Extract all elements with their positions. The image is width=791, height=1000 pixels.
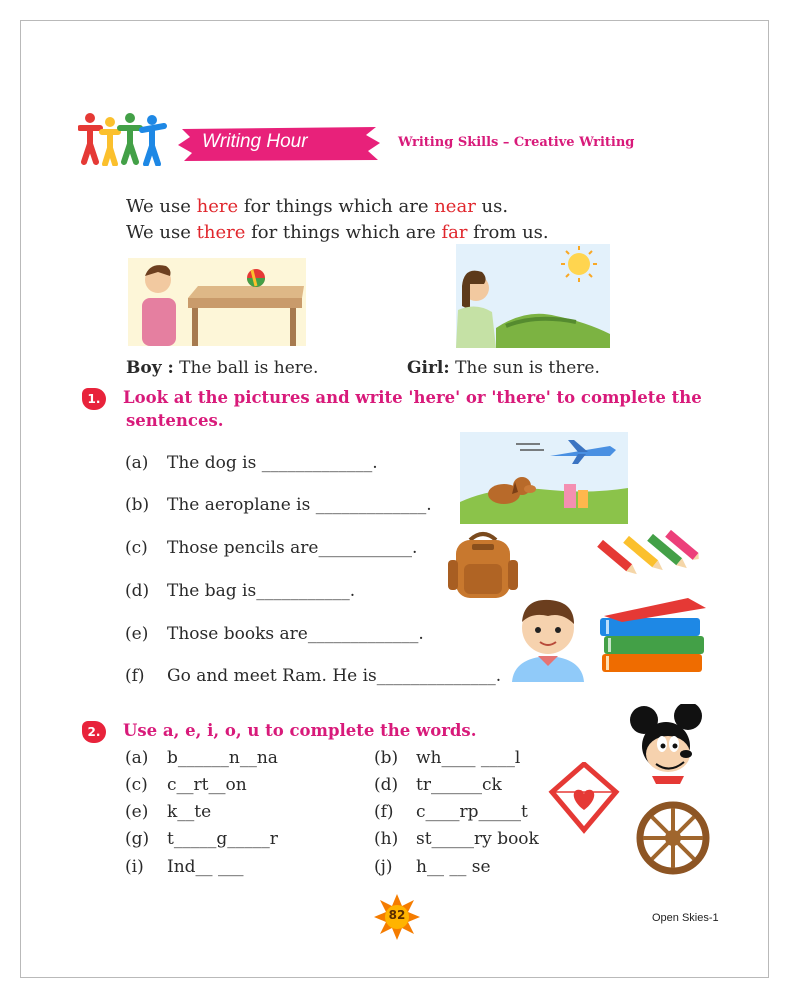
q1-item-text: Go and meet Ram. He is______________. bbox=[167, 666, 502, 686]
q1-item-c: (c) Those pencils are___________. bbox=[125, 538, 418, 558]
intro-line-here: We use here for things which are near us. bbox=[126, 196, 509, 217]
q2-item-f: (f) c____rp_____t bbox=[374, 802, 528, 822]
question-1-title: Look at the pictures and write 'here' or 'there' to complete the sentences. bbox=[123, 388, 702, 430]
q2-word: h__ __ se bbox=[416, 857, 491, 877]
q2-item-h: (h) st_____ry book bbox=[374, 829, 539, 849]
q1-item-a: (a) The dog is _____________. bbox=[125, 453, 378, 473]
q1-item-e: (e) Those books are_____________. bbox=[125, 624, 424, 644]
kite-illustration bbox=[548, 762, 620, 834]
q2-word: b______n__na bbox=[167, 748, 278, 768]
q1-item-f: (f) Go and meet Ram. He is______________. bbox=[125, 666, 502, 686]
mickey-illustration bbox=[626, 704, 710, 784]
intro-line-there: We use there for things which are far from us. bbox=[126, 222, 549, 243]
q2-item-e: (e) k__te bbox=[125, 802, 212, 822]
q1-item-d: (d) The bag is___________. bbox=[125, 581, 356, 601]
q2-item-g: (g) t_____g_____r bbox=[125, 829, 278, 849]
writing-hour-banner bbox=[176, 125, 382, 163]
q2-item-a: (a) b______n__na bbox=[125, 748, 278, 768]
q2-word: tr______ck bbox=[416, 775, 502, 795]
girl-sun-illustration bbox=[436, 244, 610, 348]
ram-boy-illustration bbox=[508, 592, 588, 682]
girl-caption: Girl: The sun is there. bbox=[407, 358, 600, 378]
page-number-star bbox=[374, 894, 420, 940]
question-2-badge: 2. bbox=[82, 721, 106, 743]
q2-word: c____rp_____t bbox=[416, 802, 528, 822]
q1-item-b: (b) The aeroplane is _____________. bbox=[125, 495, 432, 515]
q1-item-text: The aeroplane is _____________. bbox=[167, 495, 432, 515]
q2-item-j: (j) h__ __ se bbox=[374, 857, 491, 877]
q2-word: Ind__ ___ bbox=[167, 857, 244, 877]
q2-item-b: (b) wh____ ____l bbox=[374, 748, 521, 768]
boy-ball-illustration bbox=[128, 258, 306, 346]
word-here: here bbox=[196, 196, 239, 217]
banner-title: Writing Hour bbox=[202, 131, 308, 152]
girl-label: Girl: bbox=[407, 358, 450, 378]
page-number: 82 bbox=[388, 908, 406, 922]
q2-word: c__rt__on bbox=[167, 775, 247, 795]
pencils-illustration bbox=[592, 524, 704, 584]
wheel-illustration bbox=[636, 800, 710, 876]
q2-word: st_____ry book bbox=[416, 829, 539, 849]
q1-item-text: Those books are_____________. bbox=[167, 624, 424, 644]
word-near: near bbox=[434, 196, 476, 217]
books-illustration bbox=[598, 596, 710, 676]
book-title: Open Skies-1 bbox=[652, 912, 719, 924]
q2-word: t_____g_____r bbox=[167, 829, 278, 849]
question-2-title: Use a, e, i, o, u to complete the words. bbox=[123, 721, 477, 740]
section-subtitle: Writing Skills – Creative Writing bbox=[398, 135, 635, 150]
boy-label: Boy : bbox=[126, 358, 174, 378]
q2-word: k__te bbox=[167, 802, 212, 822]
q1-item-text: Those pencils are___________. bbox=[167, 538, 418, 558]
q2-item-c: (c) c__rt__on bbox=[125, 775, 247, 795]
word-far: far bbox=[441, 222, 468, 243]
q1-item-text: The bag is___________. bbox=[167, 581, 356, 601]
word-there: there bbox=[196, 222, 246, 243]
q1-item-text: The dog is _____________. bbox=[167, 453, 378, 473]
q2-word: wh____ ____l bbox=[416, 748, 521, 768]
q2-item-d: (d) tr______ck bbox=[374, 775, 502, 795]
dog-aeroplane-illustration bbox=[460, 432, 628, 524]
q2-item-i: (i) Ind__ ___ bbox=[125, 857, 244, 877]
question-1-badge: 1. bbox=[82, 388, 106, 410]
kids-logo-icon bbox=[78, 110, 168, 166]
boy-caption: Boy : The ball is here. bbox=[126, 358, 319, 378]
